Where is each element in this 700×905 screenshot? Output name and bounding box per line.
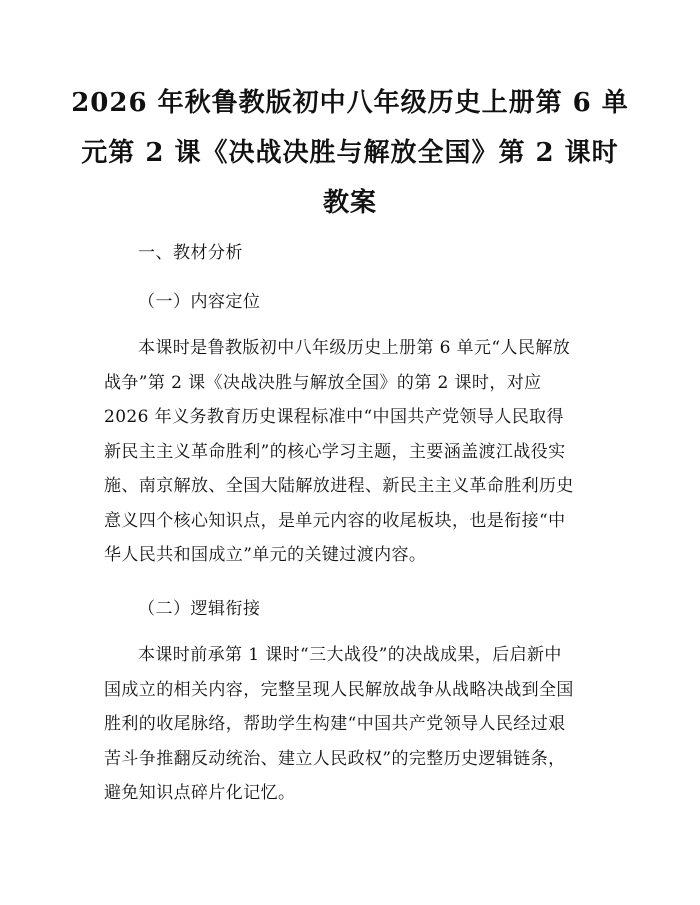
paragraph-line: 胜利的收尾脉络，帮助学生构建“中国共产党领导人民经过艰: [104, 714, 566, 734]
title-line: 教案: [322, 188, 377, 218]
paragraph-line: 华人民共和国成立”单元的关键过渡内容。: [104, 545, 427, 565]
title-line: 元第 2 课《决战决胜与解放全国》第 2 课时: [81, 138, 619, 168]
paragraph-line: 本课时是鲁教版初中八年级历史上册第 6 单元“人民解放: [138, 338, 571, 358]
subsection-heading-logical-connection: （二）逻辑衔接: [138, 599, 261, 619]
paragraph-line: 2026 年义务教育历史课程标准中“中国共产党领导人民取得: [104, 407, 564, 427]
paragraph-line: 苦斗争推翻反动统治、建立人民政权”的完整历史逻辑链条，: [104, 748, 566, 769]
paragraph-line: 新民主主义革命胜利”的核心学习主题，主要涵盖渡江战役实: [104, 441, 566, 462]
paragraph-line: 避免知识点碎片化记忆。: [104, 783, 296, 803]
paragraph-line: 战争”第 2 课《决战决胜与解放全国》的第 2 课时，对应: [104, 372, 542, 393]
title-line: 2026 年秋鲁教版初中八年级历史上册第 6 单: [71, 88, 629, 118]
paragraph-line: 意义四个核心知识点，是单元内容的收尾板块，也是衔接“中: [104, 510, 566, 531]
paragraph-logical-connection: [104, 638, 604, 811]
document-title: [60, 78, 640, 228]
subsection-heading-content-positioning: （一）内容定位: [138, 292, 261, 312]
paragraph-line: 施、南京解放、全国大陆解放进程、新民主主义革命胜利历史: [104, 476, 574, 496]
section-heading-textbook-analysis: 一、教材分析: [138, 243, 243, 263]
paragraph-content-positioning: [104, 331, 604, 573]
paragraph-line: 本课时前承第 1 课时“三大战役”的决战成果，后启新中: [138, 645, 562, 665]
paragraph-line: 国成立的相关内容，完整呈现人民解放战争从战略决战到全国: [104, 679, 574, 700]
